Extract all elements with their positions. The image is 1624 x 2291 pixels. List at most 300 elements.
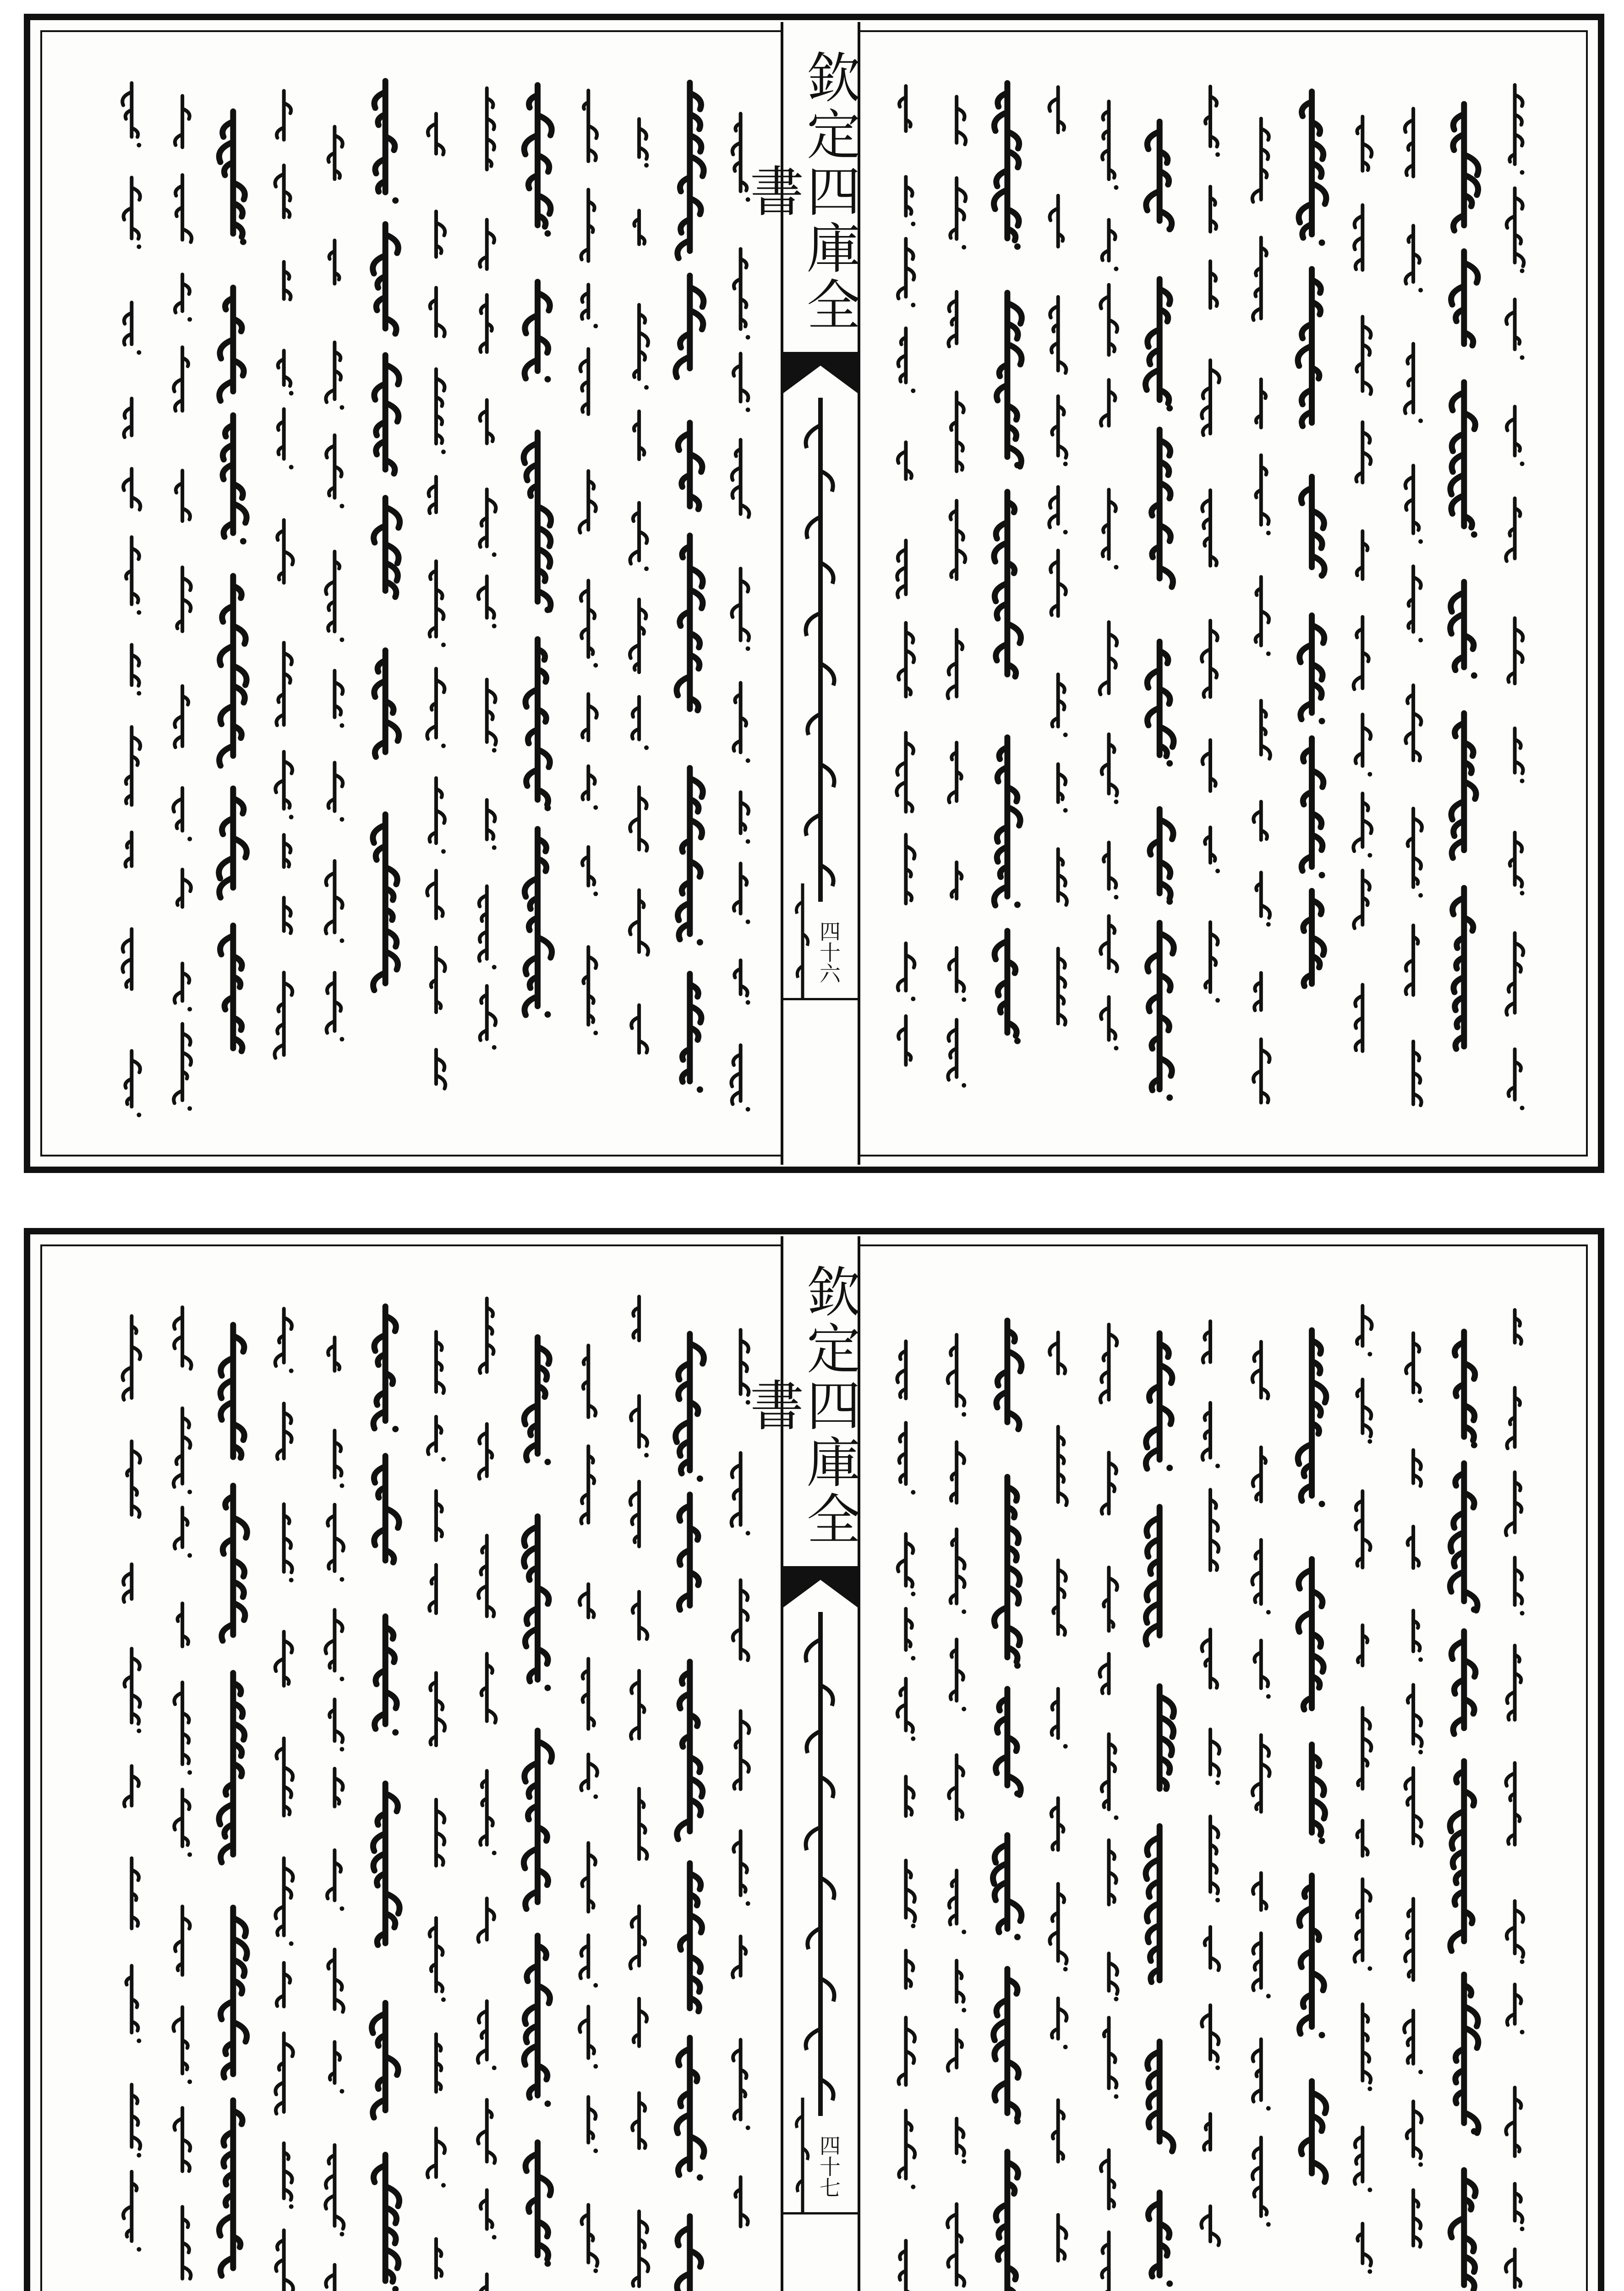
manchu-word [1053,1560,1066,1635]
manchu-word [374,650,399,756]
manchu-word [634,411,645,460]
manchu-word [1357,2224,1372,2274]
manchu-word [1413,1611,1423,1662]
manchu-word [1052,1689,1068,1749]
manchu-word [897,541,906,597]
manchu-word [436,369,446,454]
manchu-word [734,960,750,1005]
manchu-word [124,1766,139,1806]
manchu-word [219,111,246,245]
right-text-block [880,50,1540,1136]
manchu-word [1353,794,1372,858]
manchu-word [1408,809,1423,898]
manchu-word [741,792,750,844]
manchu-word [582,694,597,740]
manchu-word [1102,1734,1119,1820]
manchu-word [588,2097,598,2154]
manchu-word [1455,1974,1478,2134]
manchu-word [328,762,344,822]
manchu-word [630,890,648,955]
manchu-word [1202,360,1219,435]
manchu-word [994,1477,1021,1669]
manchu-word [676,275,704,377]
manchu-word [948,1020,966,1088]
manchu-word [277,520,293,583]
manchu-word [1205,87,1220,157]
manchu-word [177,1603,188,1646]
manchu-word [1100,622,1117,695]
manchu-word [330,2042,344,2094]
manchu-word [431,948,445,1012]
manchu-word [630,1481,639,1546]
manchu-script-glyphs [880,50,1540,1136]
manchu-word [276,1738,293,1816]
manchu-word [480,1299,493,1373]
manchu-word [733,2040,750,2130]
spine-title: 欽定四庫全書 [741,49,861,334]
manchu-word [734,1711,749,1789]
manchu-word [584,91,597,161]
fishtail-mark [783,1566,858,1607]
manchu-word [1203,1403,1220,1469]
manchu-word [733,354,750,412]
manchu-word [630,1906,645,1968]
manchu-word [480,986,497,1050]
manchu-word [1202,490,1217,566]
manchu-word [1146,121,1173,232]
manchu-word [951,862,962,899]
manchu-word [679,1495,699,1610]
manchu-word [525,2143,551,2267]
manchu-word [328,1950,344,2012]
manchu-word [219,288,244,401]
inner-frame [40,30,1588,1156]
manchu-word [1100,916,1117,971]
manchu-word [220,1907,247,2077]
manchu-word [1354,205,1362,270]
manchu-word [735,2177,748,2226]
manchu-word [1205,828,1220,873]
manchu-word [633,2211,648,2286]
manchu-word [734,249,750,340]
manchu-word [731,1045,750,1112]
manchu-word [906,177,915,226]
manchu-word [1515,2184,1525,2231]
manchu-word [1202,620,1218,697]
manchu-script-columns [880,1265,1540,2291]
manchu-word [906,1860,915,1928]
manchu-word [174,347,188,411]
manchu-word [373,1783,399,1945]
manchu-word [1052,1998,1068,2049]
manchu-word [1355,2127,1372,2192]
manchu-word [1453,104,1478,230]
manchu-word [219,576,246,766]
manchu-word [373,1306,399,1432]
manchu-word [1159,1686,1174,1789]
manchu-word [126,727,141,805]
manchu-word [630,503,649,571]
manchu-word [325,2145,344,2236]
manchu-word [126,537,141,614]
manchu-script-glyphs [106,1265,766,2291]
manchu-word [524,85,552,237]
manchu-word [428,1417,446,1462]
manchu-word [1052,396,1067,466]
manchu-word [275,2033,293,2114]
manchu-word [1052,674,1068,737]
manchu-word [1100,1325,1117,1403]
manchu-word [583,947,598,1036]
manchu-word [633,1297,639,1341]
manchu-script-glyphs [880,1265,1540,2291]
manchu-word [1507,1645,1521,1720]
manchu-word [1099,1654,1109,1693]
manchu-word [1261,701,1270,759]
manchu-word [678,768,703,945]
manchu-word [583,1345,596,1417]
manchu-word [1050,1884,1067,1971]
manchu-word [174,1408,192,1494]
manchu-word [898,2017,915,2085]
manchu-word [524,1935,551,2107]
manchu-word [1101,2150,1115,2209]
manchu-word [582,285,598,328]
manchu-word [1450,1463,1477,1613]
manchu-word [1201,2206,1219,2245]
manchu-word [1204,2114,1210,2150]
manchu-word [898,623,914,696]
manchu-word [284,262,291,300]
spine-manchu-title [795,398,846,966]
manchu-word [580,2006,598,2068]
manchu-word [1104,843,1119,899]
manchu-word [897,1341,906,1398]
manchu-word [284,898,291,933]
manchu-word [1357,1380,1372,1444]
manchu-word [899,86,911,131]
manchu-word [326,861,344,943]
manchu-word [1507,1901,1525,1964]
manchu-word [525,829,552,1018]
manchu-word [429,477,436,514]
manchu-word [1252,2039,1270,2111]
manchu-word [676,1334,704,1482]
manchu-word [1299,1875,1325,2038]
manchu-word [524,1516,551,1691]
manchu-word [487,88,494,170]
manchu-word [677,2038,704,2181]
manchu-word [1049,487,1067,535]
manchu-word [1405,685,1421,761]
manchu-word [631,1396,649,1458]
spine-manchu-note [792,883,814,998]
manchu-word [1210,1490,1219,1570]
manchu-word [948,292,957,346]
manchu-word [1103,490,1119,570]
manchu-word [126,1966,142,2043]
manchu-word [478,2275,497,2291]
manchu-word [220,926,242,1051]
manchu-word [950,178,966,250]
manchu-word [1450,2170,1476,2290]
manchu-script-glyphs [106,50,766,1136]
inner-frame [40,1244,1588,2291]
manchu-word [480,1771,496,1855]
manchu-word [951,1639,966,1711]
manchu-word [1301,477,1325,579]
manchu-word [428,114,444,154]
manchu-word [951,1529,967,1614]
manchu-word [1049,87,1064,132]
center-spine [741,1236,861,2291]
manchu-word [1358,1708,1371,1788]
manchu-word [1507,1984,1525,2034]
manchu-word [131,645,141,696]
manchu-word [996,1689,1021,1797]
manchu-word [951,501,966,579]
manchu-word [174,1790,192,1857]
manchu-script-columns [880,50,1540,1136]
manchu-word [996,2152,1021,2291]
manchu-word [1354,871,1370,928]
manchu-word [277,1403,292,1459]
manchu-word [1102,220,1119,271]
manchu-word [677,536,703,710]
manchu-word [524,1337,551,1465]
spine-manchu-note [792,2098,814,2212]
manchu-word [680,1863,702,2011]
manchu-word [124,302,142,355]
manchu-word [583,1659,594,1729]
manchu-word [1058,764,1068,813]
manchu-word [1413,2190,1421,2247]
manchu-word [177,567,191,631]
manchu-word [1152,430,1173,587]
manchu-word [1454,1332,1477,1448]
manchu-word [524,1731,552,1909]
manchu-word [525,282,551,383]
manchu-word [277,91,291,140]
manchu-word [994,492,1021,676]
manchu-word [1298,269,1321,426]
manchu-word [733,1580,749,1661]
manchu-word [175,274,192,322]
manchu-word [1407,2101,1423,2167]
manchu-word [1515,1557,1525,1615]
manchu-word [430,288,445,336]
manchu-word [174,1683,192,1775]
manchu-word [478,1535,494,1616]
manchu-word [480,220,494,269]
bottom-page-spread [24,1228,1604,2291]
manchu-word [328,1337,339,1371]
manchu-word [326,342,344,410]
manchu-word [1252,2138,1271,2227]
manchu-word [1205,922,1220,1003]
manchu-word [1253,802,1267,840]
manchu-word [1506,2088,1521,2156]
manchu-word [996,1321,1022,1429]
manchu-word [480,489,496,557]
manchu-word [1256,872,1271,926]
manchu-word [898,1016,911,1065]
manchu-word [630,787,647,851]
manchu-word [478,2100,495,2163]
manchu-word [1050,196,1063,247]
manchu-word [1203,740,1216,791]
right-text-block [880,1265,1540,2291]
manchu-word [430,1918,446,2002]
manchu-word [994,83,1021,250]
manchu-word [175,964,192,1012]
manchu-word [131,2085,141,2158]
manchu-word [1252,119,1269,202]
manchu-word [947,630,962,698]
manchu-word [994,1969,1021,2125]
manchu-word [1148,923,1174,1101]
manchu-word [1146,1507,1159,1645]
manchu-word [581,190,595,261]
manchu-word [581,1754,598,1799]
manchu-word [1252,1342,1269,1398]
manchu-word [373,2155,399,2291]
manchu-word [1109,1840,1116,1904]
manchu-word [580,471,596,532]
manchu-word [677,2216,703,2291]
manchu-word [580,1584,594,1617]
manchu-word [525,639,551,811]
manchu-word [429,1565,436,1613]
manchu-word [1506,1472,1521,1535]
manchu-word [1252,1540,1270,1615]
manchu-word [487,800,497,850]
manchu-word [1408,1685,1423,1754]
manchu-word [906,835,914,904]
manchu-word [374,1456,399,1562]
manchu-word [1506,300,1525,360]
manchu-word [1202,1629,1217,1688]
manchu-word [275,165,290,217]
manchu-word [900,2241,916,2291]
manchu-word [1210,261,1217,308]
manchu-word [1301,738,1325,878]
manchu-word [1104,2017,1119,2099]
manchu-word [1356,317,1371,394]
manchu-word [480,295,492,352]
manchu-word [906,1951,913,1988]
manchu-word [174,1024,192,1111]
manchu-word [581,1446,594,1524]
manchu-word [1405,344,1423,423]
manchu-word [1506,1763,1520,1845]
manchu-word [1254,1640,1270,1699]
manchu-word [1301,2081,1326,2182]
manchu-word [639,1789,647,1859]
manchu-word [899,2110,915,2189]
manchu-word [329,241,339,284]
manchu-word [284,835,291,867]
manchu-word [1357,531,1368,579]
manchu-word [1102,1452,1116,1514]
spine-script-glyphs [795,1612,846,2116]
manchu-word [632,2093,645,2148]
manchu-word [127,1441,140,1517]
manchu-word [949,1870,966,1934]
manchu-word [1252,1735,1270,1812]
manchu-word [997,293,1022,468]
manchu-word [948,2030,962,2071]
manchu-word [436,2239,442,2278]
manchu-word [175,686,188,747]
manchu-word [1356,1491,1370,1568]
manchu-word [430,1673,445,1745]
manchu-word [479,886,497,970]
manchu-word [1051,1798,1064,1850]
manchu-word [732,1453,750,1535]
manchu-word [1303,891,1324,986]
manchu-word [276,2231,293,2291]
manchu-word [632,697,649,750]
manchu-word [374,81,399,204]
manchu-word [733,1831,750,1906]
manchu-word [436,211,445,257]
manchu-word [898,1534,916,1596]
manchu-word [334,1431,344,1488]
manchu-word [898,239,915,307]
manchu-word [631,1671,645,1739]
manchu-word [682,974,703,1093]
manchu-word [630,599,646,672]
manchu-word [124,177,142,249]
manchu-word [1406,926,1418,995]
manchu-word [326,552,344,642]
manchu-word [1256,455,1270,535]
manchu-word [174,1307,191,1369]
manchu-word [220,1325,244,1458]
manchu-word [1050,1332,1065,1374]
manchu-word [176,471,190,521]
manchu-word [1102,734,1119,804]
manchu-word [947,2204,964,2286]
manchu-word [278,351,294,395]
manchu-word [1356,714,1372,776]
manchu-word [1299,92,1326,246]
manchu-word [1253,1933,1271,1998]
manchu-word [1146,279,1173,411]
manchu-word [131,1858,139,1928]
manchu-word [948,1335,966,1417]
manchu-word [1356,422,1371,482]
manchu-word [634,305,649,389]
manchu-word [1451,251,1478,345]
manchu-word [1357,116,1372,170]
manchu-word [275,1632,292,1686]
manchu-word [580,349,589,414]
manchu-word [732,440,749,517]
manchu-word [1253,1447,1266,1502]
manchu-word [1205,1927,1219,1970]
manchu-word [175,175,191,242]
spine-title: 欽定四庫全書 [741,1264,861,1548]
manchu-word [274,973,292,1058]
manchu-word [278,409,294,470]
manchu-word [951,1442,964,1502]
manchu-word [1451,1631,1476,1734]
manchu-word [634,1999,647,2046]
manchu-word [677,1662,703,1839]
manchu-word [1253,237,1267,320]
